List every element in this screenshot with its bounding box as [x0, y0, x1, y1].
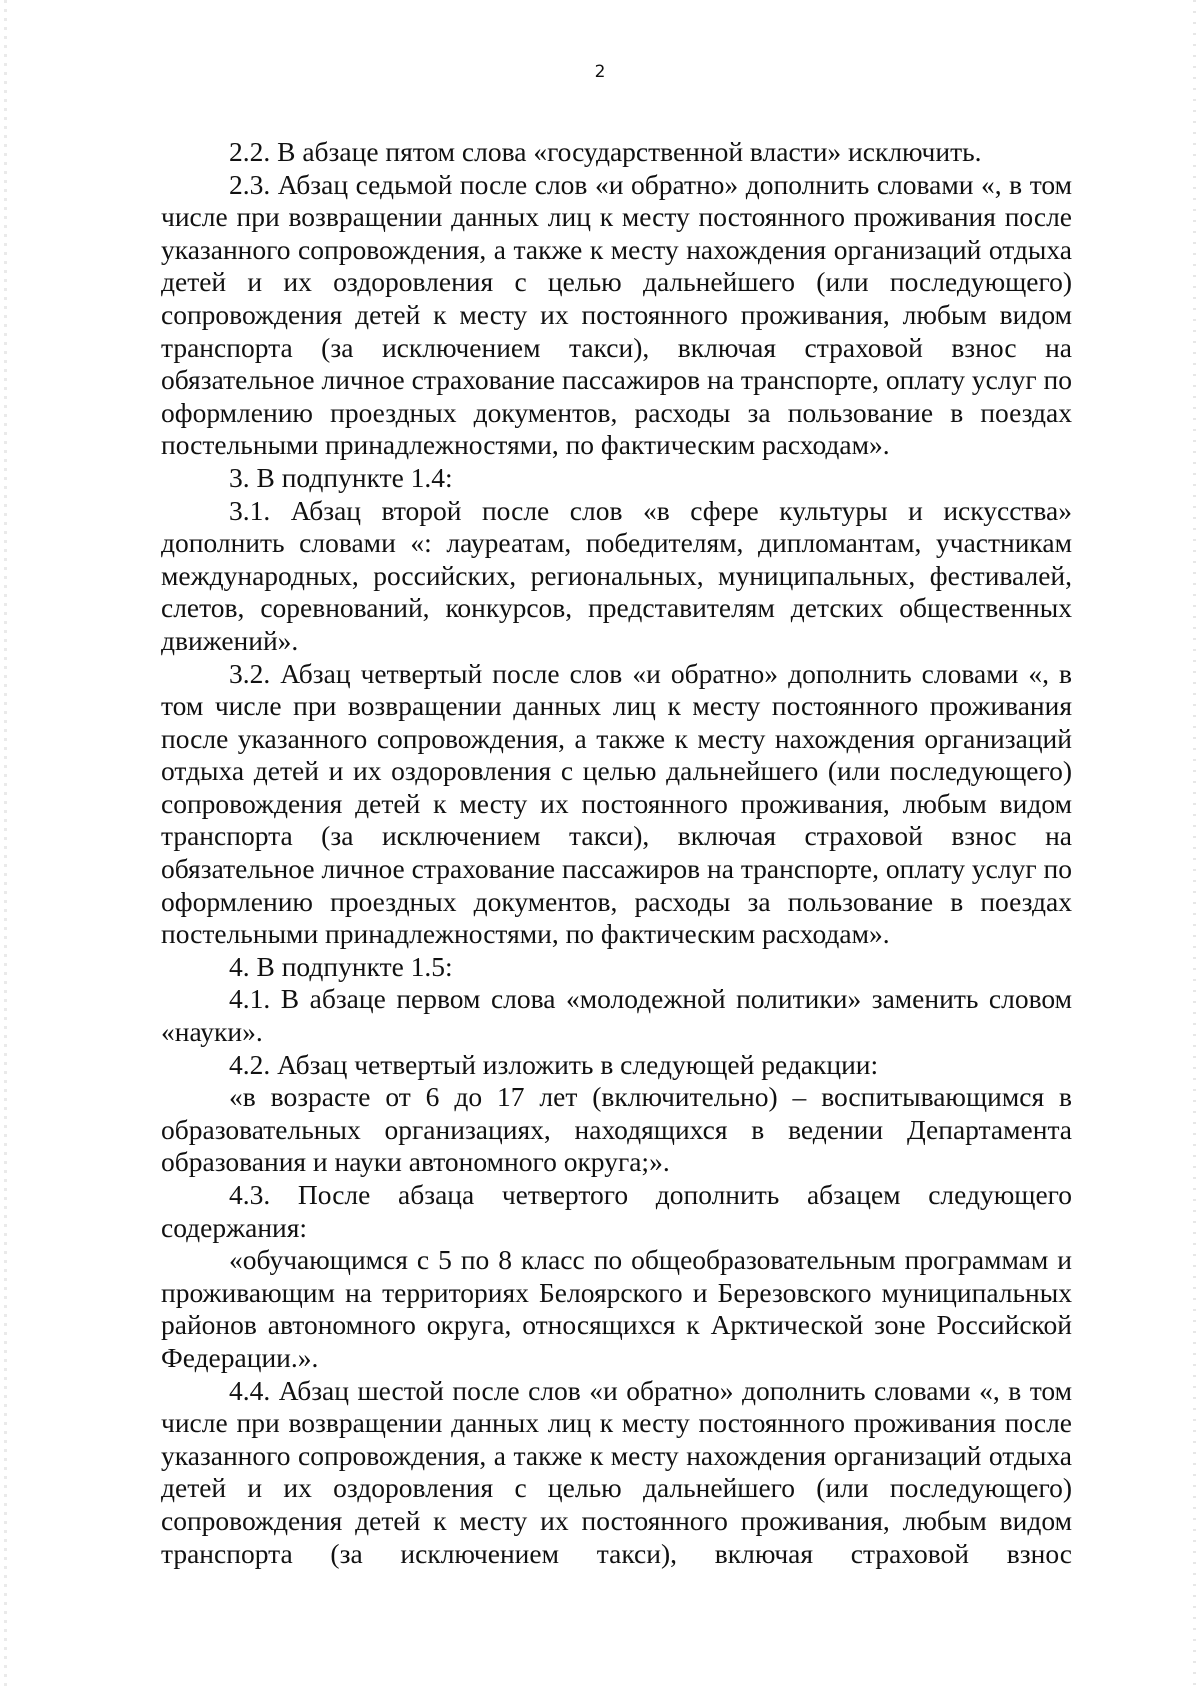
paragraph-4-2-quote: «в возрасте от 6 до 17 лет (включительно) – воспитывающимся в образовательных организациях, находящихся в ведении Департамента образования и науки автономного округа;». — [161, 1081, 1072, 1178]
scan-edge-right — [1193, 0, 1196, 1686]
paragraph-4-4: 4.4. Абзац шестой после слов «и обратно» дополнить словами «, в том числе при возвращении данных лиц к месту постоянного проживания после указанного сопровождения, а также к месту нахождения организаций отдыха детей и их оздоровления с целью дальнейшего (или последующего) сопровождения детей к месту их постоянного проживания, любым видом транспорта (за исключением такси), включая страховой взнос — [161, 1374, 1072, 1569]
paragraph-3: 3. В подпункте 1.4: — [229, 461, 453, 493]
paragraph-2-3: 2.3. Абзац седьмой после слов «и обратно» дополнить словами «, в том числе при возвращении данных лиц к месту постоянного проживания после указанного сопровождения, а также к месту нахождения организаций отдыха детей и их оздоровления с целью дальнейшего (или последующего) сопровождения детей к месту их постоянного проживания, любым видом транспорта (за исключением такси), включая страховой взнос на обязательное личное страхование пассажиров на транспорте, оплату услуг по оформлению проездных документов, расходы за пользование в поездах постельными принадлежностями, по фактическим расходам». — [161, 168, 1072, 461]
paragraph-4-3: 4.3. После абзаца четвертого дополнить абзацем следующего содержания: — [161, 1179, 1072, 1243]
page-number: 2 — [594, 62, 606, 82]
paragraph-3-1: 3.1. Абзац второй после слов «в сфере культуры и искусства» дополнить словами «: лауреатам, победителям, дипломантам, участникам международных, российских, региональных, муниципальных, фестивалей, слетов, соревнований, конкурсов, представителям детских общественных движений». — [161, 494, 1072, 656]
paragraph-4-1: 4.1. В абзаце первом слова «молодежной политики» заменить словом «науки». — [161, 983, 1072, 1048]
scan-edge-left — [4, 0, 7, 1686]
paragraph-3-2: 3.2. Абзац четвертый после слов «и обратно» дополнить словами «, в том числе при возвращении данных лиц к месту постоянного проживания после указанного сопровождения, а также к месту нахождения организаций отдыха детей и их оздоровления с целью дальнейшего (или последующего) сопровождения детей к месту их постоянного проживания, любым видом транспорта (за исключением такси), включая страховой взнос на обязательное личное страхование пассажиров на транспорте, оплату услуг по оформлению проездных документов, расходы за пользование в поездах постельными принадлежностями, по фактическим расходам». — [161, 657, 1072, 950]
paragraph-4-2: 4.2. Абзац четвертый изложить в следующей редакции: — [229, 1048, 879, 1080]
paragraph-2-2: 2.2. В абзаце пятом слова «государственной власти» исключить. — [229, 136, 982, 167]
paragraph-4: 4. В подпункте 1.5: — [229, 950, 453, 982]
document-body — [161, 136, 1072, 1570]
paragraph-4-3-quote: «обучающимся с 5 по 8 класс по общеобразовательным программам и проживающим на территориях Белоярского и Березовского муниципальных районов автономного округа, относящихся к Арктической зоне Российской Федерации.». — [161, 1244, 1072, 1373]
